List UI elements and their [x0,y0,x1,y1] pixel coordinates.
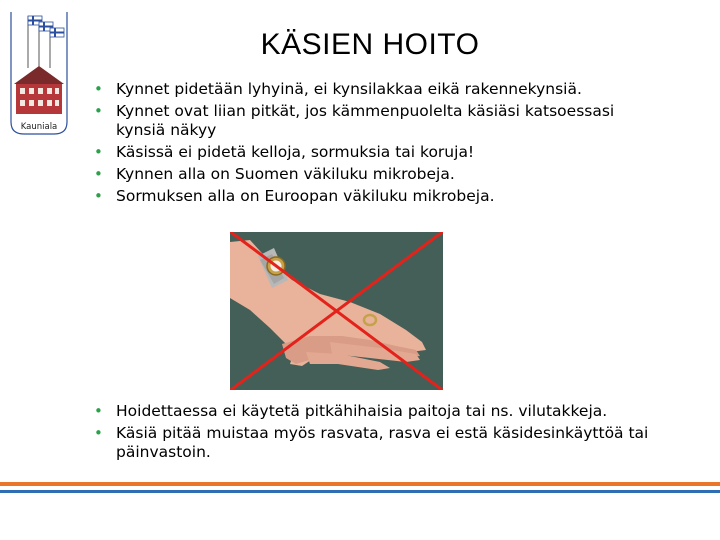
bullet-item [94,187,664,206]
bullet-text: Käsissä ei pidetä kelloja, sormuksia tai koruja! [116,143,475,161]
bullet-item [94,102,664,140]
bullet-dot-icon: • [94,143,103,161]
bullet-dot-icon: • [94,80,103,98]
bullet-list-top [94,80,664,209]
bullet-list-bottom [94,402,664,465]
bullet-item [94,80,664,99]
slide-title: KÄSIEN HOITO [260,28,480,61]
bullet-dot-icon: • [94,187,103,205]
bullet-item [94,143,664,162]
hand-with-watch-photo [230,232,443,390]
footer-orange-line [0,482,720,486]
bullet-item [94,424,664,462]
bullet-dot-icon: • [94,424,103,442]
kauniala-logo [8,10,70,136]
bullet-dot-icon: • [94,165,103,183]
logo-text: Kauniala [20,122,58,132]
footer-blue-line [0,490,720,493]
bullet-text: Käsiä pitää muistaa myös rasvata, rasva ei estä käsidesinkäyttöä tai päinvastoin. [116,424,649,461]
bullet-item [94,165,664,184]
bullet-text: Kynnet pidetään lyhyinä, ei kynsilakkaa eikä rakennekynsiä. [116,80,582,98]
bullet-text: Kynnen alla on Suomen väkiluku mikrobeja. [116,165,455,183]
bullet-dot-icon: • [94,402,103,420]
bullet-text: Hoidettaessa ei käytetä pitkähihaisia paitoja tai ns. vilutakkeja. [116,402,608,420]
bullet-dot-icon: • [94,102,103,120]
bullet-text: Kynnet ovat liian pitkät, jos kämmenpuolelta käsiäsi katsoessasi kynsiä näkyy [116,102,615,139]
bullet-text: Sormuksen alla on Euroopan väkiluku mikrobeja. [116,187,495,205]
bullet-item [94,402,664,421]
